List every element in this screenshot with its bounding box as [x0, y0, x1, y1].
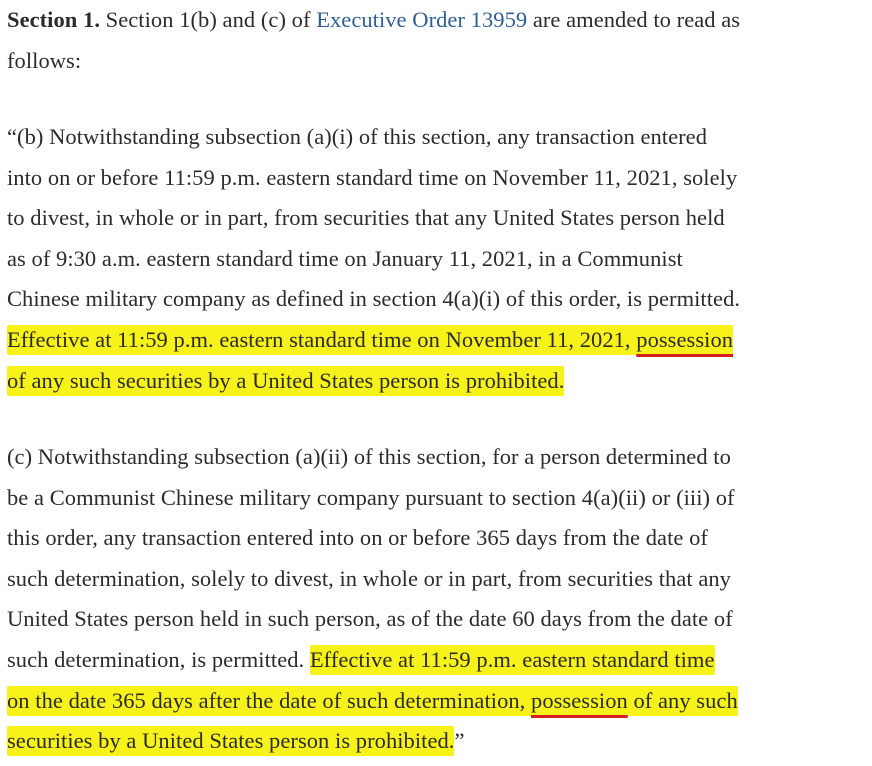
highlighted-text: Effective at 11:59 p.m. eastern standard time: [310, 645, 715, 675]
subsection-c-line-5: United States person held in such person, as of the date 60 days from the date of: [7, 606, 733, 632]
subsection-b-line-1: “(b) Notwithstanding subsection (a)(i) of this section, any transaction entered: [7, 124, 707, 149]
subsection-c-line-1: (c) Notwithstanding subsection (a)(ii) of this section, for a person determined to: [7, 444, 731, 469]
subsection-b-line-5: Chinese military company as defined in section 4(a)(i) of this order, is permitted.: [7, 286, 741, 312]
highlighted-text-part: on the date 365 days after the date of such determination,: [7, 687, 532, 713]
intro-text-before-link: Section 1(b) and (c) of: [100, 7, 317, 32]
subsection-b-line-3: to divest, in whole or in part, from securities that any United States person held: [7, 205, 725, 231]
subsection-c-line-6: [7, 640, 867, 681]
subsection-b-line-4: as of 9:30 a.m. eastern standard time on January 11, 2021, in a Communist: [7, 245, 683, 271]
section-label: Section 1.: [7, 7, 100, 32]
subsection-c-paragraph: [7, 437, 867, 762]
subsection-b-line-2: into on or before 11:59 p.m. eastern standard time on November 11, 2021, solely: [7, 164, 738, 190]
spellcheck-flagged-word[interactable]: possession: [531, 687, 628, 713]
subsection-c-line-4: such determination, solely to divest, in whole or in part, from securities that any: [7, 565, 731, 591]
subsection-c-line-8: [7, 721, 867, 762]
section-intro-paragraph: [7, 0, 867, 81]
intro-line-2: follows:: [7, 47, 82, 73]
executive-order-link[interactable]: Executive Order 13959: [316, 7, 528, 32]
spellcheck-flagged-word[interactable]: possession: [636, 326, 734, 352]
highlighted-text-part: of any such: [627, 687, 738, 713]
subsection-b-line-6: [7, 320, 867, 361]
highlighted-text-part: Effective at 11:59 p.m. eastern standard time on November 11, 2021,: [7, 326, 637, 352]
highlighted-text: [7, 686, 738, 716]
intro-line-1: [7, 0, 867, 41]
intro-text-after-link: are amended to read as: [527, 7, 741, 32]
subsection-b-line-7: [7, 361, 867, 402]
subsection-b-paragraph: [7, 117, 867, 401]
subsection-c-line-3: this order, any transaction entered into on or before 365 days from the date of: [7, 525, 708, 551]
closing-quote: ”: [454, 728, 465, 754]
highlighted-text: securities by a United States person is prohibited.: [7, 726, 454, 756]
subsection-c-line-7: [7, 681, 867, 722]
subsection-c-line-2: be a Communist Chinese military company pursuant to section 4(a)(ii) or (iii) of: [7, 484, 735, 510]
plain-text: such determination, is permitted.: [7, 646, 310, 672]
highlighted-text: [7, 325, 733, 355]
highlighted-text: of any such securities by a United States person is prohibited.: [7, 366, 564, 396]
